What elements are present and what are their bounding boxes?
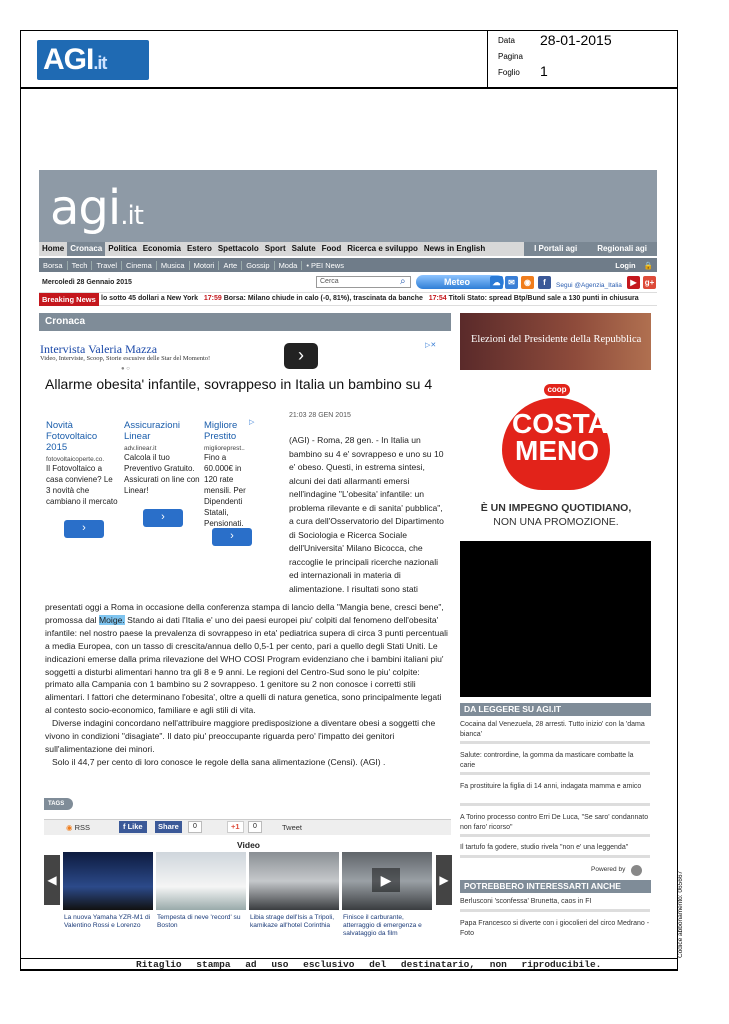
ad-next-button[interactable]: › <box>284 343 318 369</box>
article-body-intro: (AGI) - Roma, 28 gen. - In Italia un bambino su 4 e' sovrappeso e uno su 10 e' obeso. Questi, in estrema sintesi, alcuni dei dati allarmanti emersi nell'indagine "L'obesita' infantile: un problema rilevante e di sanita' pubblica", a cura dell'Osservatorio del Dipartimento di Sociologia e Ricerca Sociale dell'Universita' Milano Bicocca, che raccoglie le principali ricerche nazionali ed internazionali in materia di alimentazione. I risultati sono stati <box>289 435 444 594</box>
side-divider <box>460 741 650 744</box>
mini-ad-url: fotovoltaicoperte.co. <box>46 456 105 463</box>
subnav-cinema[interactable]: Cinema <box>122 261 157 270</box>
article-headline: Allarme obesita' infantile, sovrappeso in Italia un bambino su 4 <box>45 376 433 392</box>
side-link[interactable]: Fa prostituire la figlia di 14 anni, indagata mamma e amico <box>460 783 642 790</box>
foglio-label: Foglio <box>498 68 520 77</box>
carousel-dots[interactable]: ● ○ <box>121 366 130 372</box>
facebook-like-button[interactable] <box>119 821 147 833</box>
nav-estero[interactable]: Estero <box>186 244 212 253</box>
ad-title[interactable]: Intervista Valeria Mazza <box>40 342 158 356</box>
codice-abbonamento: Codice abbonamento: 065667 <box>677 870 684 958</box>
nav-ricerca[interactable]: Ricerca e sviluppo <box>347 244 418 253</box>
video-caption-2[interactable]: Tempesta di neve 'record' su Boston <box>157 914 241 929</box>
video-next-arrow[interactable]: ▶ <box>436 855 452 905</box>
coop-ad[interactable] <box>460 378 651 536</box>
meteo-widget[interactable]: Meteo <box>416 275 504 289</box>
site-logo-suffix: .it <box>120 201 143 231</box>
facebook-share-button[interactable]: Share <box>155 821 182 833</box>
play-icon[interactable]: ▶ <box>372 868 400 892</box>
coop-line1: È UN IMPEGNO QUOTIDIANO, <box>480 502 632 514</box>
rss-icon[interactable]: ◉ <box>521 276 534 289</box>
tags-label[interactable]: TAGS <box>44 798 73 810</box>
nav-english[interactable]: News in English <box>423 244 486 253</box>
nav-economia[interactable]: Economia <box>142 244 181 253</box>
ticker-item[interactable]: Titoli Stato: spread Btp/Bund sale a 130 punti in chiusura <box>448 295 639 302</box>
mini-ad-2-button[interactable]: › <box>143 509 183 527</box>
side-divider <box>460 855 650 858</box>
pagina-label: Pagina <box>498 52 523 61</box>
article-body <box>45 601 450 769</box>
mini-ad-url: miglioreprest.. <box>204 445 245 452</box>
ad-description: Video, Interviste, Scoop, Storie escusive delle Star del Momento! <box>40 355 211 362</box>
data-value: 28-01-2015 <box>540 32 612 48</box>
data-label: Data <box>498 36 515 45</box>
interessarti-heading: POTREBBERO INTERESSARTI ANCHE <box>460 880 651 893</box>
subnav-arte[interactable]: Arte <box>219 261 242 270</box>
mini-ad-url: adv.linear.it <box>124 445 157 452</box>
rss-icon: ◉ <box>66 823 73 832</box>
side-link[interactable]: Salute: contrordine, la gomma da masticare combatte la carie <box>460 752 634 769</box>
side-link[interactable]: Cocaina dal Venezuela, 28 arresti. Tutto inizio' con la 'dama bianca' <box>460 721 645 738</box>
coop-title-1: COSTA <box>512 408 608 439</box>
side-link[interactable]: Papa Francesco si diverte con i giocolieri del circo Medrano - Foto <box>460 920 650 937</box>
mail-icon[interactable]: ✉ <box>505 276 518 289</box>
coop-title <box>512 408 608 466</box>
side-divider <box>460 803 650 806</box>
elezioni-banner[interactable]: Elezioni del Presidente della Repubblica <box>460 313 651 370</box>
gplus-count: 0 <box>248 821 262 833</box>
googleplus-button[interactable]: +1 <box>227 821 244 833</box>
section-title[interactable]: Cronaca <box>39 313 451 331</box>
video-thumb-2[interactable] <box>156 852 246 910</box>
mini-ad-body: Il Fotovoltaico a casa conviene? Le 3 novità che cambiano il mercato <box>46 464 118 506</box>
login-link[interactable]: Login <box>615 260 636 270</box>
adchoices-icon[interactable]: ▷✕ <box>425 342 437 349</box>
agi-logo-main: AGI <box>43 43 94 76</box>
agi-logo <box>37 40 149 80</box>
video-label: Video <box>237 840 260 850</box>
nav-sport[interactable]: Sport <box>264 244 286 253</box>
site-logo-main: agi <box>50 180 121 236</box>
mini-ad-1[interactable] <box>46 420 118 507</box>
twitter-follow[interactable]: Segui @Agenzia_Italia <box>556 282 622 289</box>
article-paragraph: Solo il 44,7 per cento di loro conosce le regole della sana alimentazione (Censi). (AGI) . <box>52 756 386 767</box>
mini-ad-body: Fino a 60.000€ in 120 rate mensili. Per Dipendenti Statali, Pensionati. <box>204 453 246 528</box>
login-lock-icon: 🔒 <box>643 260 653 270</box>
nav-regionali[interactable]: Regionali agi <box>587 242 657 256</box>
side-link[interactable]: A Torino processo contro Erri De Luca, "Se saro' condannato non faro' ricorso" <box>460 814 649 831</box>
subnav-travel[interactable]: Travel <box>92 261 122 270</box>
facebook-icon[interactable]: f <box>538 276 551 289</box>
video-caption-4[interactable]: Finisce il carburante, atterraggio di emergenza e salvataggio da film <box>343 914 422 937</box>
video-caption-1[interactable]: La nuova Yamaha YZR-M1 di Valentino Rossi e Lorenzo <box>64 914 151 929</box>
subnav-moda[interactable]: Moda <box>275 261 303 270</box>
mini-ad-2[interactable] <box>124 420 200 496</box>
sub-nav <box>39 258 657 272</box>
nav-home[interactable]: Home <box>42 244 65 253</box>
article-paragraph <box>45 601 450 717</box>
nav-food[interactable]: Food <box>321 244 342 253</box>
side-divider <box>460 772 650 775</box>
rss-link[interactable] <box>66 823 90 832</box>
subnav-tech[interactable]: Tech <box>68 261 93 270</box>
side-divider <box>460 909 650 912</box>
article-paragraph: Diverse indagini concordano nell'attribuire maggiore predisposizione a diventare obesi a soggetti che vivono in condizioni "disagiate". Il dato piu' preoccupante riguarda pero' l'impatto dei genitori sull'alimentazione dei minori. <box>45 718 436 754</box>
ticker-time: 17:59 <box>203 295 222 302</box>
article-text: Stando ai dati l'Italia e' uno dei paesi europei piu' colpiti dal fenomeno dell'obesita' infantile: nel nostro paese la prevalenza di sovrappeso in eta' pediatrica supera di circa 3 punti percentuali a media Europea, con un tasso di crescita/annua dello 0,5-1 per cento, pari a quello degli Stati Uniti. Le indicazioni emerse dalla prima rilevazione del WHO COSI Program evidenziano che i bambini italiani piu' soggetti a disturbi alimentari hanno tra gli 8 e 9 anni. Le regioni del Centro-Sud sono le piu' colpite: primato alla Campania con 1 bambino su 2 sovrappeso. 1 genitore su 2 non conosce i corretti stili alimentari. I fattori che determinano l'obesita', oltre a quelli di natura genetica, sono principalmente legati al contesto socio-economico, familiare e agli stili di vita. <box>45 614 448 716</box>
weather-cloud-icon[interactable]: ☁ <box>490 276 503 289</box>
coop-title-2: MENO <box>515 435 599 466</box>
ticker-time: 17:54 <box>428 295 447 302</box>
nav-portali[interactable]: I Portali agi <box>524 242 587 256</box>
coop-line2: NON UNA PROMOZIONE. <box>493 516 619 528</box>
mini-ad-title[interactable]: Migliore Prestito <box>204 420 238 442</box>
video-prev-arrow[interactable]: ◀ <box>44 855 60 905</box>
mini-ad-3-button[interactable]: › <box>212 528 252 546</box>
video-thumb-3[interactable] <box>249 852 339 910</box>
site-logo[interactable] <box>50 180 143 236</box>
share-count: 0 <box>188 821 202 833</box>
mini-ad-title[interactable]: Assicurazioni Linear <box>124 420 180 442</box>
nav-spettacolo[interactable]: Spettacolo <box>217 244 259 253</box>
mini-ad-body: Calcola il tuo Preventivo Gratuito. Assicurati on line con Linear! <box>124 453 200 495</box>
coop-logo: coop <box>544 384 570 396</box>
side-link[interactable]: Berlusconi 'sconfessa' Brunetta, caos in FI <box>460 898 592 905</box>
video-caption-3[interactable]: Libia strage dell'Isis a Tripoli, kamikaze all'hotel Corinthia <box>250 914 335 929</box>
youtube-icon[interactable]: ▶ <box>627 276 640 289</box>
like-label: Like <box>127 822 143 831</box>
powered-by: Powered by <box>591 866 626 873</box>
main-nav <box>39 242 657 256</box>
subnav-pei[interactable]: • PEI News <box>306 260 344 270</box>
article-timestamp: 21:03 28 GEN 2015 <box>289 412 351 419</box>
breaking-label: Breaking News <box>39 293 99 306</box>
search-input[interactable]: Cerca <box>316 276 411 288</box>
mini-ad-title[interactable]: Novità Fotovoltaico 2015 <box>46 420 98 453</box>
adchoices-icon[interactable]: ▷ <box>249 419 255 426</box>
article-text: presentati oggi a Roma in occasione della conferenza stampa di lancio della "Mangia bene, cresci bene", promossa dal <box>45 602 444 625</box>
mini-ad-3[interactable] <box>204 420 256 529</box>
subnav-motori[interactable]: Motori <box>190 261 220 270</box>
current-date: Mercoledì 28 Gennaio 2015 <box>42 279 132 286</box>
googleplus-icon[interactable]: g+ <box>644 278 655 287</box>
mini-ad-1-button[interactable]: › <box>64 520 104 538</box>
nav-salute[interactable]: Salute <box>291 244 316 253</box>
video-thumb-1[interactable] <box>63 852 153 910</box>
ticker-item[interactable]: lo sotto 45 dollari a New York <box>101 295 198 302</box>
outbrain-icon[interactable] <box>631 865 642 876</box>
video-ad-box[interactable] <box>460 541 651 697</box>
footer-disclaimer: Ritaglio stampa ad uso esclusivo del destinatario, non riproducibile. <box>136 959 602 970</box>
subnav-borsa[interactable]: Borsa <box>39 261 68 270</box>
search-icon[interactable]: ⌕ <box>400 276 406 287</box>
side-divider <box>460 834 650 837</box>
foglio-value: 1 <box>540 63 548 79</box>
nav-cronaca[interactable]: Cronaca <box>67 242 105 256</box>
ticker-text[interactable] <box>101 295 639 302</box>
side-link[interactable]: Il tartufo fa godere, studio rivela "non e' una leggenda" <box>460 844 629 851</box>
rss-label: RSS <box>74 823 91 832</box>
ticker-item[interactable]: Borsa: Milano chiude in calo (-0, 81%), trascinata da banche <box>223 295 423 302</box>
tweet-button[interactable]: Tweet <box>282 823 303 832</box>
moige-highlight: Moige. <box>98 614 125 625</box>
agi-logo-suffix: .it <box>93 53 107 73</box>
facebook-icon: f <box>123 822 126 831</box>
nav-politica[interactable]: Politica <box>108 244 137 253</box>
subnav-musica[interactable]: Musica <box>157 261 190 270</box>
leggere-heading: DA LEGGERE SU AGI.IT <box>460 703 651 716</box>
subnav-gossip[interactable]: Gossip <box>242 261 274 270</box>
